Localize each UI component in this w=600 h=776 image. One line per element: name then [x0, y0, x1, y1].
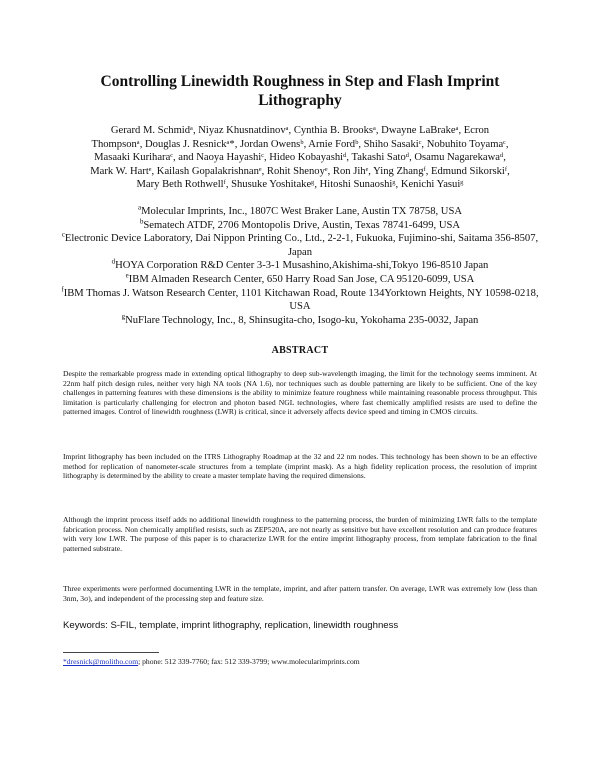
- footnote-divider: [63, 652, 159, 653]
- author-line: Mary Beth Rothwellᶠ, Shusuke Yoshitakeᵍ, Hitoshi Sunaoshiᵍ, Kenichi Yasuiᵍ: [136, 179, 464, 191]
- author-line: Gerard M. Schmidᵃ, Niyaz Khusnatdinovᵃ, Cynthia B. Brooksᵃ, Dwayne LaBrakeᵃ, Ecron: [110, 125, 490, 136]
- affiliation-marker: f: [61, 286, 64, 294]
- affiliation-marker: b: [139, 218, 144, 226]
- author-list: [60, 124, 540, 192]
- abstract-paragraph: Three experiments were performed documenting LWR in the template, imprint, and after pattern transfer. On average, LWR was extremely low (less than 3nm, 3σ), and independent of the processing step and feature size.: [63, 584, 537, 603]
- affiliation-text: Molecular Imprints, Inc., 1807C West Braker Lane, Austin TX 78758, USA: [141, 206, 462, 217]
- affiliation-text: Sematech ATDF, 2706 Montopolis Drive, Austin, Texas 78741-6499, USA: [143, 219, 461, 231]
- affiliation-text: Electronic Device Laboratory, Dai Nippon Printing Co., Ltd., 2-2-1, Fukuoka, Fujimino-shi, Saitama 356-8507, Japan: [64, 233, 539, 258]
- affiliation: [60, 232, 540, 259]
- keywords: Keywords: S-FIL, template, imprint lithography, replication, linewidth roughness: [63, 620, 399, 631]
- affiliation-text: IBM Thomas J. Watson Research Center, 1101 Kitchawan Road, Route 134Yorktown Heights, NY 10598-0218, USA: [63, 287, 539, 313]
- footnote: [63, 657, 360, 666]
- abstract-paragraph: Despite the remarkable progress made in extending optical lithography to deep sub-wavelength imaging, the limit for the technology seems imminent. At 22nm half pitch design rules, neither very high NA tools (NA 1.6), nor techniques such as double patterning are likely to be sufficient. One of the key challenges in patterning features with these dimensions is the ability to minimize feature roughness while maintaining reasonable process throughput. This limitation is particularly challenging for electron and photon based NGL technologies, where fast chemically amplified resists are used to define the patterned images. Control of linewidth roughness (LWR) is critical, since it adversely affects device speed and timing in CMOS circuits.: [63, 369, 537, 417]
- abstract-paragraph: Imprint lithography has been included on the ITRS Lithography Roadmap at the 32 and 22 nm nodes. This technology has been shown to be an effective method for replication of nanometer-scale structures from a template (imprint mask). As a high fidelity replication process, the resolution of imprint lithography is determined by the ability to create a master template having the required dimensions.: [63, 452, 537, 481]
- author-line: Masaaki Kuriharaᶜ, and Naoya Hayashiᶜ, Hideo Kobayashiᵈ, Takashi Satoᵈ, Osamu Nagarekawaᵈ,: [94, 152, 506, 164]
- affiliation: [60, 314, 540, 328]
- affiliation-text: NuFlare Technology, Inc., 8, Shinsugita-cho, Isogo-ku, Yokohama 235-0032, Japan: [125, 314, 479, 326]
- affiliation-marker: g: [121, 313, 126, 321]
- abstract-paragraph: Although the imprint process itself adds no additional linewidth roughness to the patterning process, the burden of minimizing LWR falls to the template fabrication process. Non chemically amplified resists, such as ZEP520A, are not nearly as sensitive but have excellent resolution and can produce features with very low LWR. The purpose of this paper is to characterize LWR for the entire imprint lithography process, from template fabrication to the final patterned substrate.: [63, 515, 537, 553]
- footnote-contact: ; phone: 512 339-7760; fax: 512 339-3799; www.molecularimprints.com: [138, 657, 360, 666]
- affiliation: [60, 273, 540, 287]
- email-link[interactable]: *dresnick@molitho.com: [63, 657, 139, 666]
- affiliation-marker: a: [138, 204, 142, 212]
- affiliation-text: IBM Almaden Research Center, 650 Harry Road San Jose, CA 95120-6099, USA: [128, 273, 475, 285]
- affiliation-text: HOYA Corporation R&D Center 3-3-1 Musashino,Akishima-shi,Tokyo 196-8510 Japan: [115, 260, 489, 272]
- abstract-heading: ABSTRACT: [271, 345, 329, 356]
- affiliation-marker: e: [125, 272, 129, 280]
- author-line: Thompsonᵃ, Douglas J. Resnickᵃ*, Jordan Owensᵇ, Arnie Fordᵇ, Shiho Sasakiᶜ, Nobuhito Toyamaᶜ,: [91, 138, 509, 150]
- affiliation: [60, 219, 540, 233]
- affiliation: [60, 259, 540, 273]
- affiliation-marker: c: [61, 231, 65, 239]
- affiliation: [60, 205, 540, 219]
- affiliation-list: [60, 205, 540, 327]
- paper-title: Controlling Linewidth Roughness in Step and Flash Imprint Lithography: [100, 73, 500, 109]
- affiliation-marker: d: [111, 258, 116, 266]
- author-line: Mark W. Hartᵉ, Kailash Gopalakrishnanᵉ, Rohit Shenoyᵉ, Ron Jihᵉ, Ying Zhangᶠ, Edmund Sikorskiᶠ,: [90, 165, 510, 177]
- affiliation: [60, 287, 540, 314]
